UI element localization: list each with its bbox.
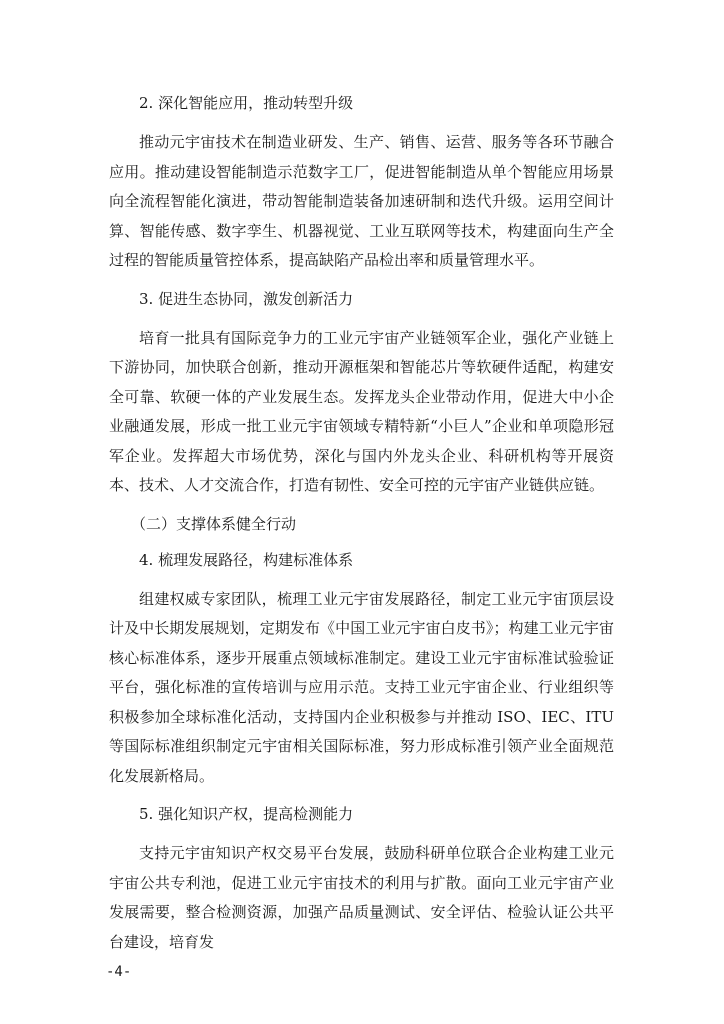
section-heading-4: 4. 梳理发展路径，构建标准体系 (139, 550, 354, 569)
section-heading-2: 2. 深化智能应用，推动转型升级 (139, 94, 354, 112)
subsection-heading-support-system: （二）支撑体系健全行动 (131, 514, 297, 533)
document-body (109, 92, 614, 969)
section-heading-5: 5. 强化知识产权，提高检测能力 (139, 805, 354, 823)
paragraph-standard-system: 组建权威专家团队，梳理工业元宇宙发展路径，制定工业元宇宙顶层设计及中长期发展规划，定期发布《中国工业元宇宙白皮书》；构建工业元宇宙核心标准体系，逐步开展重点领域标准制定。建设工业元宇宙标准试验验证平台，强化标准的宣传培训与应用示范。支持工业元宇宙企业、行业组织等积极参加全球标准化活动，支持国内企业积极参与并推动 ISO、IEC、ITU 等国际标准组织制定元宇宙相关国际标准，努力形成标准引领产业全面规范化发展新格局。 (109, 589, 614, 785)
paragraph-intellectual-property: 支持元宇宙知识产权交易平台发展，鼓励科研单位联合企业构建工业元宇宙公共专利池，促进工业元宇宙技术的利用与扩散。面向工业元宇宙产业发展需要，整合检测资源，加强产品质量测试、安全评估、检验认证公共平台建设，培育发 (109, 844, 614, 951)
paragraph-ecosystem-collaboration: 培育一批具有国际竞争力的工业元宇宙产业链领军企业，强化产业链上下游协同，加快联合创新，推动开源框架和智能芯片等软硬件适配，构建安全可靠、软硬一体的产业发展生态。发挥龙头企业带动作用，促进大中小企业融通发展，形成一批工业元宇宙领域专精特新“小巨人”企业和单项隐形冠军企业。发挥超大市场优势，深化与国内外龙头企业、科研机构等开展资本、技术、人才交流合作，打造有韧性、安全可控的元宇宙产业链供应链。 (109, 328, 614, 494)
page-number: -4- (106, 964, 132, 980)
section-heading-3: 3. 促进生态协同，激发创新活力 (139, 289, 354, 308)
paragraph-smart-application: 推动元宇宙技术在制造业研发、生产、销售、运营、服务等各环节融合应用。推动建设智能制造示范数字工厂，促进智能制造从单个智能应用场景向全流程智能化演进，带动智能制造装备加速研制和迭代升级。运用空间计算、智能传感、数字孪生、机器视觉、工业互联网等技术，构建面向生产全过程的智能质量管控体系，提高缺陷产品检出率和质量管理水平。 (109, 133, 614, 269)
